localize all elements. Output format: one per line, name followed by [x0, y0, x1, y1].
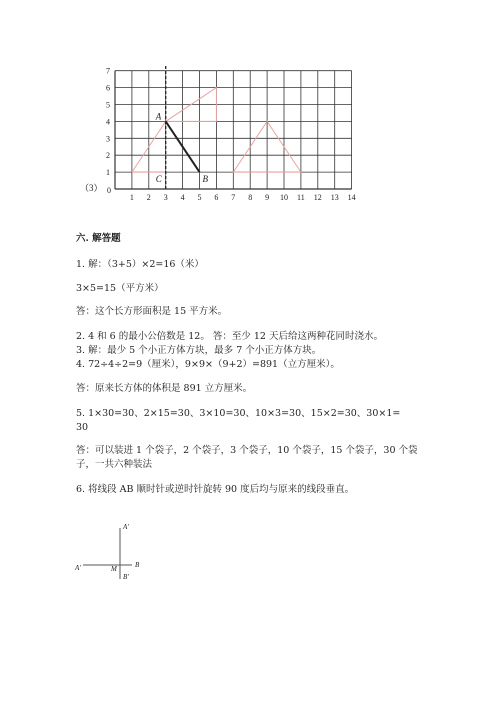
point-b-label: B: [202, 174, 208, 185]
grid-figure: [0, 0, 500, 215]
answer-1-conclusion: 答：这个长方形面积是 15 平方米。: [76, 306, 228, 317]
y-tick-label: 2: [106, 151, 110, 161]
x-tick-label: 14: [347, 193, 356, 202]
x-axis-ticks: [130, 193, 356, 202]
label-a-left: A': [75, 564, 81, 572]
y-tick-label: 5: [106, 100, 110, 110]
x-tick-label: 6: [214, 193, 219, 202]
answer-5-line-1: 5. 1×30=30、2×15=30、3×10=30、10×3=30、15×2=30、30×1=: [76, 408, 401, 419]
x-tick-label: 3: [163, 193, 168, 202]
x-tick-label: 5: [197, 193, 202, 202]
rotation-figure: [70, 515, 230, 605]
x-tick-label: 13: [330, 193, 339, 202]
x-tick-label: 12: [313, 193, 322, 202]
y-tick-label: 7: [106, 66, 110, 76]
answer-5-line-2: 30: [76, 422, 89, 433]
y-axis-ticks: [106, 67, 110, 177]
y-tick-label: 4: [106, 117, 110, 127]
y-tick-label: 3: [106, 134, 110, 144]
label-m: M: [111, 565, 117, 573]
answer-1-line-2: 3×5=15（平方米）: [76, 283, 164, 294]
answer-4: 4. 72÷4÷2=9（厘米），9×9×（9+2）=891（立方厘米）。: [76, 359, 340, 370]
pink-shape-left: [132, 88, 217, 173]
answer-3: 3. 解：最少 5 个小正方体方块，最多 7 个小正方体方块。: [76, 345, 322, 356]
answer-5-conclusion-1: 答：可以装进 1 个袋子，2 个袋子，3 个袋子，10 个袋子，15 个袋子，30 个袋: [76, 445, 418, 456]
x-tick-label: 1: [129, 193, 134, 202]
x-tick-label: 4: [180, 193, 185, 202]
label-a-prime-top: A': [123, 523, 129, 531]
x-tick-label: 8: [248, 193, 253, 202]
x-tick-label: 7: [231, 193, 236, 202]
answer-2: 2. 4 和 6 的最小公倍数是 12。 答：至少 12 天后给这两种花同时浇水。: [76, 331, 383, 342]
origin-label: 0: [107, 186, 111, 195]
y-tick-label: 1: [106, 168, 110, 178]
answer-1-line-1: 1. 解：（3+5）×2=16（米）: [76, 259, 204, 270]
x-tick-label: 11: [297, 193, 305, 202]
label-b: B: [135, 561, 140, 569]
point-a-label: A: [155, 111, 162, 122]
answer-6: 6. 将线段 AB 顺时针或逆时针旋转 90 度后均与原来的线段垂直。: [76, 484, 355, 495]
x-tick-label: 9: [265, 193, 270, 202]
x-tick-label: 2: [146, 193, 151, 202]
x-tick-label: 10: [280, 193, 288, 202]
answer-4-conclusion: 答：原来长方体的体积是 891 立方厘米。: [76, 383, 253, 394]
answer-5-conclusion-2: 子，一共六种装法: [76, 459, 153, 470]
figure-label: （3）: [80, 183, 103, 193]
y-tick-label: 6: [106, 83, 110, 93]
label-b-prime: B': [123, 573, 129, 581]
point-c-label: C: [155, 174, 162, 185]
section-title: 六. 解答题: [76, 233, 121, 244]
